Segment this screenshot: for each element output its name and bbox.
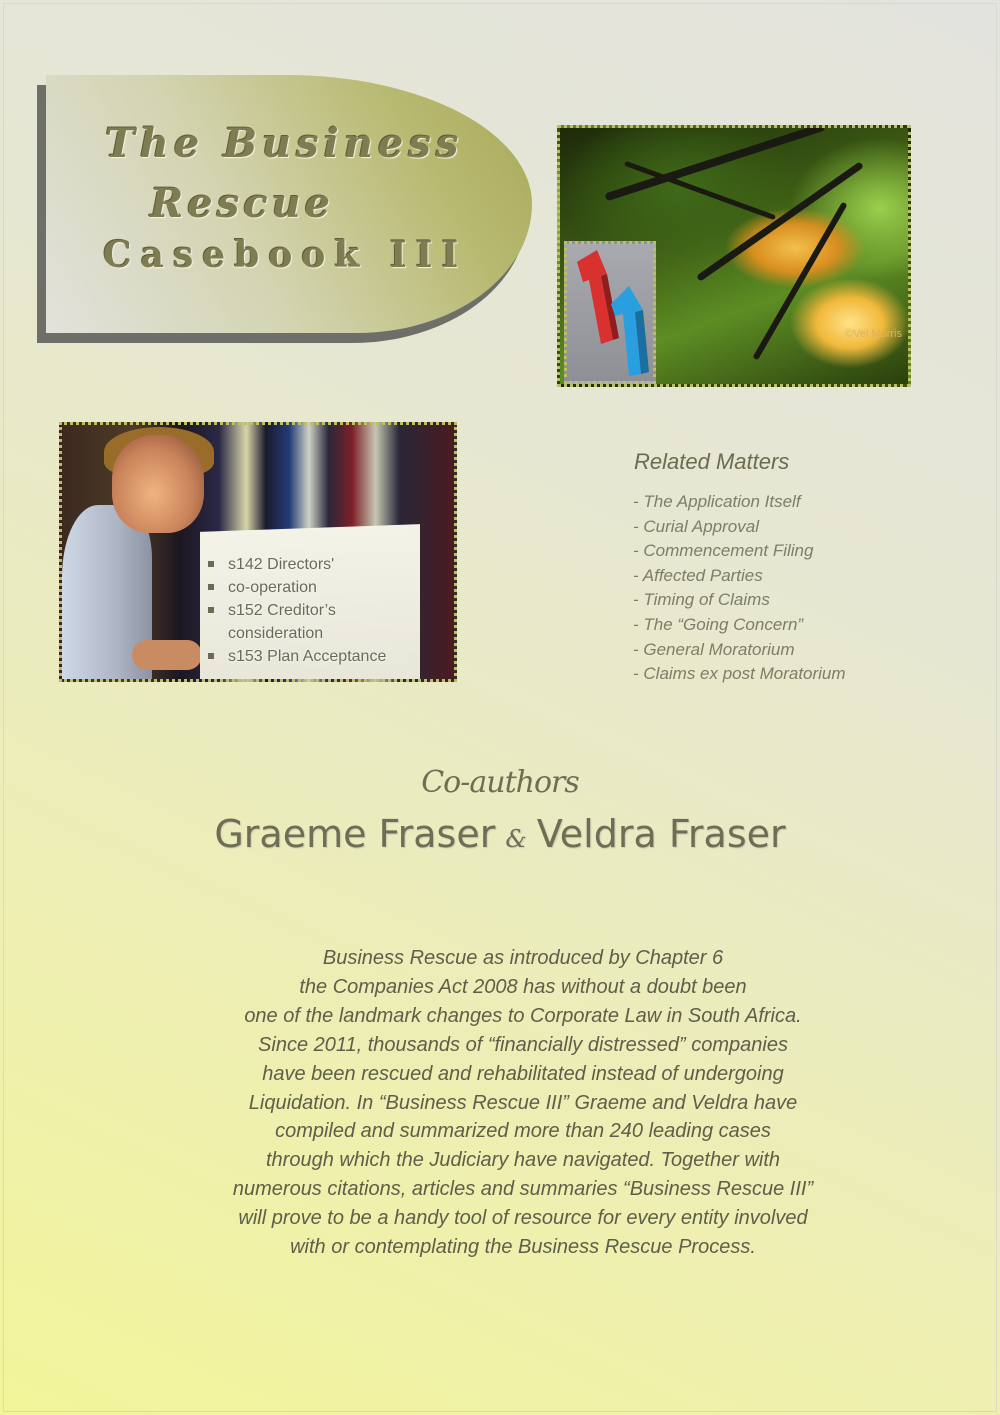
presenter-photo [59, 422, 457, 682]
description-line: numerous citations, articles and summaries “Business Rescue III” [232, 1178, 814, 1201]
coauthors-label: Co-authors [421, 765, 579, 800]
list-item: - The Application Itself [633, 492, 801, 511]
list-item: - The “Going Concern” [633, 614, 804, 634]
list-item: - Timing of Claims [633, 590, 770, 610]
list-item: - Curial Approval [633, 516, 759, 536]
bullet-item: s153 Plan Acceptance [208, 645, 386, 668]
list-item: - General Moratorium [633, 639, 795, 659]
ampersand: & [505, 825, 527, 853]
up-arrows-icon [567, 244, 653, 381]
related-matters-list [633, 490, 846, 687]
description-line: with or contemplating the Business Rescue Process. [290, 1236, 756, 1259]
bullet-item: s152 Creditor’s [208, 599, 386, 622]
leaves-photo [557, 125, 911, 387]
description-line: have been rescued and rehabilitated instead of undergoing [262, 1062, 784, 1085]
description-line: the Companies Act 2008 has without a doubt been [299, 975, 747, 998]
description-line: compiled and summarized more than 240 leading cases [275, 1120, 771, 1143]
author-names [0, 812, 1000, 856]
related-matters-heading: Related Matters [634, 449, 790, 474]
description-line: will prove to be a handy tool of resource for every entity involved [238, 1207, 808, 1230]
man-head [112, 435, 204, 533]
description-line: through which the Judiciary have navigated. Together with [265, 1149, 781, 1172]
bullet-item: consideration [228, 625, 324, 642]
author-1: Graeme Fraser [214, 812, 496, 856]
bullet-item: s142 Directors' [208, 553, 386, 576]
title-line-2: Rescue [150, 180, 335, 227]
author-2: Veldra Fraser [536, 812, 786, 856]
arrows-inset-photo [564, 241, 656, 384]
description-line: Liquidation. In “Business Rescue III” Graeme and Veldra have [248, 1091, 798, 1114]
book-description [200, 944, 846, 1262]
photo-watermark: ©Vel Morris [844, 328, 902, 340]
branch [696, 161, 864, 281]
bullet-item: co-operation [208, 576, 386, 599]
description-line: Business Rescue as introduced by Chapter 6 [322, 947, 724, 969]
list-item: - Affected Parties [633, 565, 763, 585]
description-line: Since 2011, thousands of “financially distressed” companies [258, 1033, 788, 1056]
title-line-3: Casebook III [103, 234, 468, 276]
description-line: one of the landmark changes to Corporate Law in South Africa. [244, 1004, 802, 1027]
list-item: - Claims ex post Moratorium [633, 664, 846, 684]
branch [604, 125, 825, 201]
board-bullet-list [208, 553, 386, 668]
man-arm [132, 640, 202, 670]
title-line-1: The Business [105, 120, 464, 167]
list-item: - Commencement Filing [633, 541, 814, 561]
